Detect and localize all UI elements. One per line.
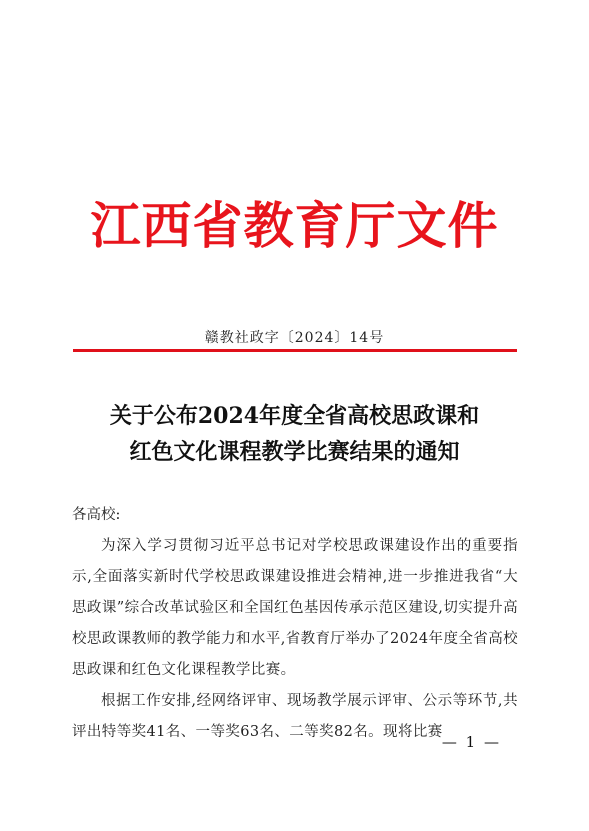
notice-body xyxy=(72,500,518,748)
notice-title-line-1: 关于公布2024年度全省高校思政课和 xyxy=(109,403,480,429)
body-paragraph-1: 为深入学习贯彻习近平总书记对学校思政课建设作出的重要指示,全面落实新时代学校思政课建设推进会精神,进一步推进我省“大思政课”综合改革试验区和全国红色基因传承示范区建设,切实提升高校思政课教师的教学能力和水平,省教育厅举办了2024年度全省高校思政课和红色文化课程教学比赛。 xyxy=(72,538,518,678)
document-header-title: 江西省教育厅文件 xyxy=(90,196,499,255)
notice-title-line-2: 红色文化课程教学比赛结果的通知 xyxy=(129,439,460,465)
document-number: 赣教社政字〔2024〕14号 xyxy=(204,330,385,346)
notice-title xyxy=(0,398,589,470)
red-divider-line xyxy=(73,349,517,352)
page-number: — 1 — xyxy=(441,733,501,751)
body-paragraph-2: 根据工作安排,经网络评审、现场教学展示评审、公示等环节,共评出特等奖41名、一等奖63名、二等奖82名。现将比赛 xyxy=(72,693,518,740)
salutation: 各高校: xyxy=(72,507,121,523)
